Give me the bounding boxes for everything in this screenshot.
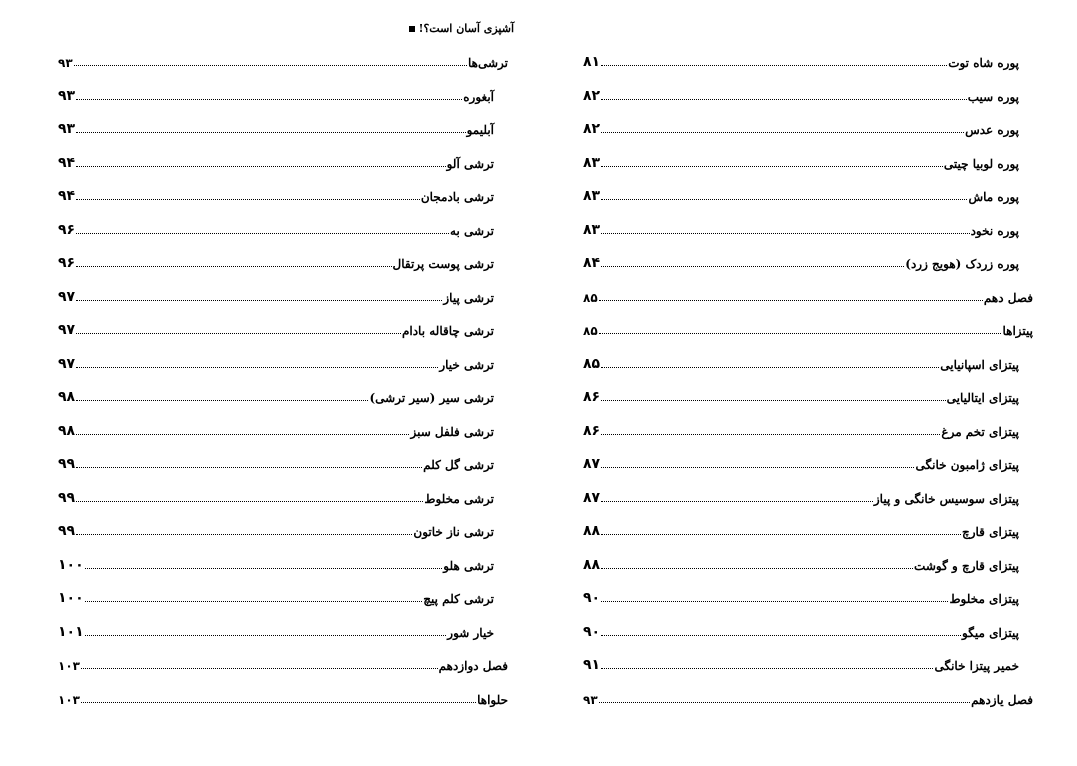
dot-leader [599,300,983,301]
toc-entry [583,618,1033,640]
toc-entry-title: آبلیمو [466,123,494,137]
toc-entry-page: ۹۳ [58,56,73,70]
toc-entry [58,484,508,506]
toc-entry-title: پیتزای سوسیس خانگی و پیاز [873,491,1019,506]
toc-entry [583,517,1033,539]
dot-leader [76,501,423,502]
dot-leader [76,534,412,535]
toc-entry [583,249,1033,271]
toc-entry-title: پیتزای قارچ و گوشت [914,558,1019,573]
dot-leader [601,534,961,535]
dot-leader [599,333,1002,334]
toc-entry-title: پیتزای قارچ [961,525,1019,539]
header-title: آشپزی آسان است؟! [418,22,514,35]
toc-entry [58,216,508,238]
toc-entry [583,283,1033,305]
toc-entry-title: ترشی آلو [446,156,494,171]
toc-entry [58,417,508,439]
toc-entry [583,350,1033,372]
toc-entry-title: پوره شاه توت [948,56,1019,70]
toc-entry [583,584,1033,606]
dot-leader [76,300,442,301]
toc-entry [58,149,508,171]
toc-entry-title: پیتزای ایتالیایی [946,391,1019,405]
toc-entry [58,82,508,104]
toc-entry-title: فصل دوازدهم [438,659,508,673]
toc-entry-title: پوره ماش [968,190,1019,204]
dot-leader [76,266,391,267]
toc-entry [58,517,508,539]
toc-entry-title: فصل دهم [983,290,1033,305]
dot-leader [85,568,443,569]
toc-entry-page: ۸۶ [583,389,601,405]
toc-entry-page: ۹۴ [58,188,76,204]
toc-entry [583,551,1033,573]
dot-leader [599,702,970,703]
dot-leader [76,166,446,167]
toc-entry [58,350,508,372]
toc-entry [58,450,508,472]
toc-entry-title: ترشی کلم پیچ [423,592,494,606]
toc-entry-page: ۹۰ [583,623,601,640]
toc-entry-page: ۱۰۱ [58,623,84,640]
dot-leader [601,668,933,669]
dot-leader [76,132,466,133]
toc-entry [58,383,508,405]
toc-entry-title: پوره زردک (هویج زرد) [905,257,1019,271]
toc-entry [58,249,508,271]
toc-entry [583,48,1033,70]
dot-leader [76,367,438,368]
toc-entry-title: ترشی هلو [443,558,494,573]
square-bullet-icon [409,26,415,32]
dot-leader [76,467,422,468]
toc-entry-page: ۹۰ [583,590,601,606]
toc-entry-page: ۸۲ [583,121,601,137]
toc-entry [583,417,1033,439]
toc-entry [58,685,508,707]
toc-entry-page: ۱۰۰ [58,556,84,573]
toc-entry-title: خیار شور [447,625,494,640]
dot-leader [76,233,449,234]
dot-leader [81,668,438,669]
toc-entry-title: ترشی بادمجان [420,190,494,204]
dot-leader [601,132,964,133]
dot-leader [601,166,943,167]
toc-entry-page: ۸۸ [583,556,601,573]
toc-entry-page: ۹۷ [58,322,76,338]
dot-leader [601,434,940,435]
dot-leader [601,635,961,636]
toc-entry-page: ۸۷ [583,489,601,506]
toc-entry [583,651,1033,673]
toc-entry-page: ۹۸ [58,389,76,405]
toc-entry [58,651,508,673]
toc-entry-page: ۸۳ [583,154,601,171]
toc-entry-page: ۸۳ [583,188,601,204]
toc-entry-page: ۸۲ [583,87,601,104]
dot-leader [76,400,368,401]
toc-entry-title: ترشی پیاز [443,290,494,305]
toc-entry-title: ترشی به [450,223,494,238]
toc-entry-page: ۹۴ [58,154,76,171]
dot-leader [601,400,946,401]
dot-leader [601,99,967,100]
toc-entry-page: ۸۱ [583,54,601,70]
toc-entry-title: پوره عدس [965,123,1019,137]
toc-entry-page: ۸۵ [583,290,598,305]
toc-entry [58,551,508,573]
toc-entry-title: ترشی فلفل سبز [410,424,494,439]
toc-entry [58,316,508,338]
toc-entry-page: ۸۴ [583,255,601,271]
toc-entry-title: ترشی چاقاله بادام [401,324,494,338]
dot-leader [81,702,476,703]
dot-leader [601,266,904,267]
toc-entry-page: ۸۳ [583,221,601,238]
dot-leader [601,367,939,368]
dot-leader [601,65,947,66]
toc-entry-title: پیتزای مخلوط [949,592,1019,606]
toc-entry-title: پیتزای میگو [962,625,1019,640]
dot-leader [76,333,401,334]
toc-entry [583,115,1033,137]
dot-leader [76,99,462,100]
toc-entry-title: پیتزای تخم مرغ [941,424,1019,439]
toc-entry-title: ترشی‌ها [467,56,508,70]
toc-entry [583,182,1033,204]
toc-entry [583,82,1033,104]
toc-entry-page: ۹۳ [583,692,598,707]
toc-entry-page: ۹۶ [58,221,76,238]
toc-entry-title: فصل یازدهم [971,692,1033,707]
toc-entry-title: خمیر پیتزا خانگی [934,659,1019,673]
toc-entry [58,618,508,640]
toc-entry [58,182,508,204]
toc-entry-title: ترشی پوست پرتقال [392,257,494,271]
toc-entry-title: حلواها [477,692,508,707]
toc-entry-page: ۹۷ [58,355,76,372]
dot-leader [76,434,409,435]
toc-entry-title: پیتزای اسپانیایی [940,357,1019,372]
toc-entry-page: ۹۹ [58,456,76,472]
toc-entry-page: ۹۳ [58,87,76,104]
dot-leader [601,601,948,602]
toc-entry [583,216,1033,238]
toc-entry-title: پوره نخود [970,223,1019,238]
toc-entry-title: ترشی مخلوط [424,491,494,506]
dot-leader [601,233,969,234]
toc-entry-title: پیتزای ژامبون خانگی [915,458,1019,472]
dot-leader [76,199,420,200]
dot-leader [601,199,967,200]
toc-entry-title: پیتزاها [1002,324,1033,338]
toc-entry-page: ۱۰۳ [58,659,80,673]
toc-entry [583,316,1033,338]
toc-entry-title: ترشی خیار [439,357,494,372]
toc-entry-page: ۸۵ [583,324,598,338]
toc-entry-page: ۹۸ [58,422,76,439]
toc-entry-title: پوره لوبیا چیتی [943,156,1019,171]
toc-entry-page: ۸۶ [583,422,601,439]
toc-entry [58,48,508,70]
toc-entry [583,484,1033,506]
toc-entry-page: ۸۵ [583,355,601,372]
toc-entry [58,115,508,137]
toc-entry-page: ۹۹ [58,523,76,539]
toc-entry [583,383,1033,405]
toc-entry-title: آبغوره [463,89,494,104]
toc-entry-page: ۹۹ [58,489,76,506]
dot-leader [601,568,913,569]
toc-entry [58,283,508,305]
toc-entry-page: ۸۸ [583,523,601,539]
dot-leader [74,65,467,66]
toc-entry-title: ترشی گل کلم [423,458,494,472]
toc-entry-page: ۹۳ [58,121,76,137]
toc-entry-page: ۹۶ [58,255,76,271]
toc-entry-page: ۱۰۰ [58,590,84,606]
toc-entry-page: ۹۱ [583,657,601,673]
toc-entry-title: پوره سیب [967,89,1019,104]
toc-entry [583,149,1033,171]
toc-entry [583,685,1033,707]
toc-entry-page: ۱۰۳ [58,692,80,707]
dot-leader [85,601,423,602]
dot-leader [601,467,914,468]
book-header [404,22,514,35]
dot-leader [85,635,447,636]
toc-entry-page: ۹۷ [58,288,76,305]
toc-entry-title: ترشی سیر (سیر ترشی) [369,391,494,405]
dot-leader [601,501,873,502]
toc-entry-title: ترشی ناز خاتون [413,525,494,539]
toc-entry [583,450,1033,472]
toc-entry-page: ۸۷ [583,456,601,472]
toc-entry [58,584,508,606]
